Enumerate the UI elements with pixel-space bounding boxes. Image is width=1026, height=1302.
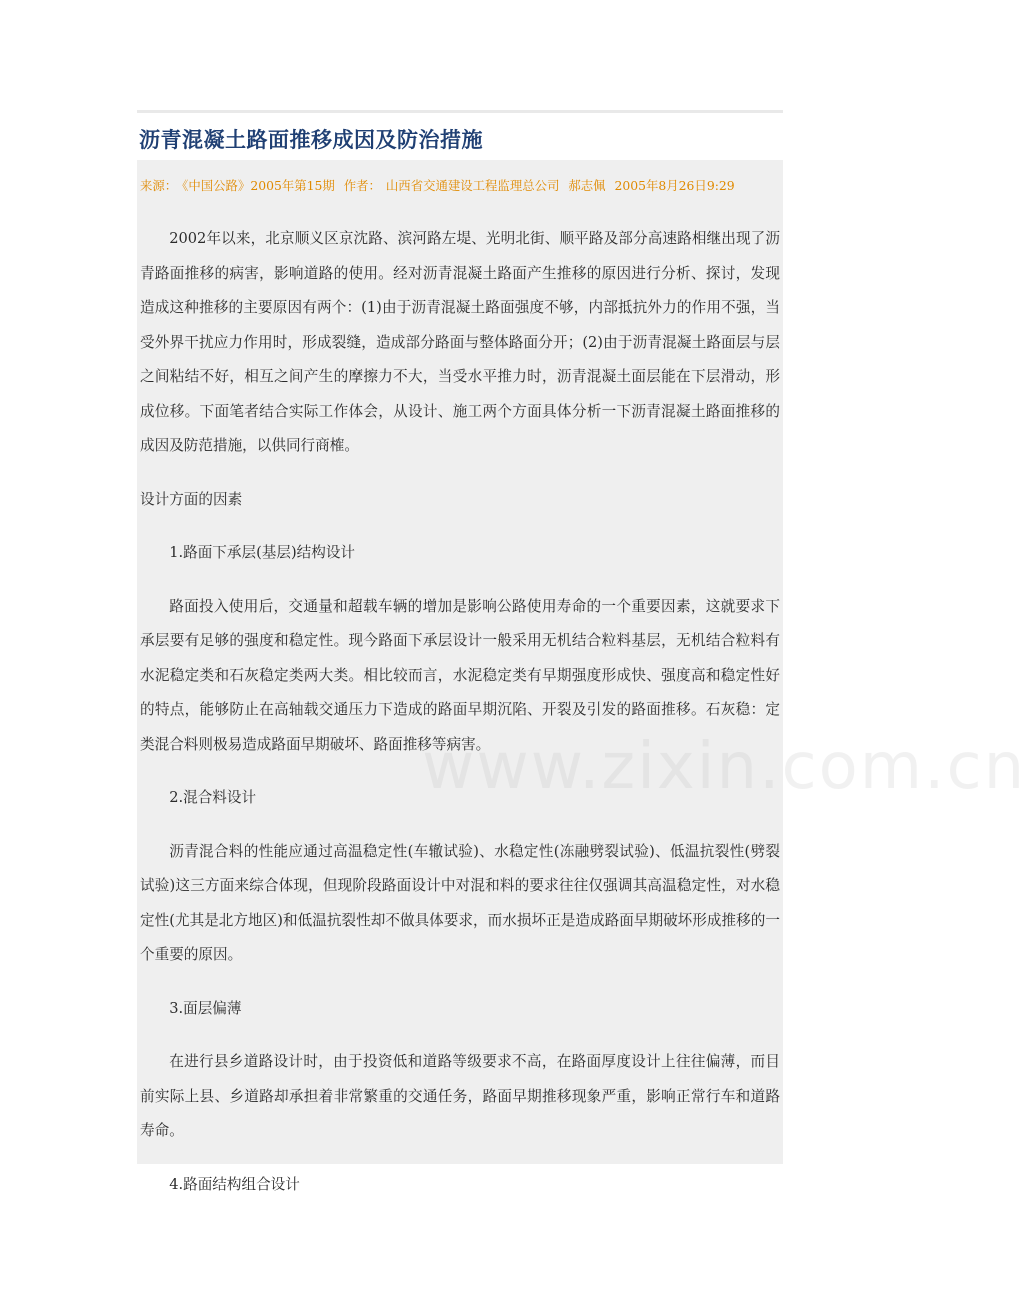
- author-name: 郝志佩: [568, 178, 606, 193]
- author-label: 作者：: [343, 178, 381, 193]
- subheading-thin-surface: 3.面层偏薄: [169, 999, 242, 1017]
- publish-date: 2005年8月26日9:29: [614, 178, 735, 193]
- paragraph-base-structure: 路面投入使用后，交通量和超载车辆的增加是影响公路使用寿命的一个重要因素，这就要求下承层要有足够的强度和稳定性。现今路面下承层设计一般采用无机结合粒料基层，无机结合粒料有水泥稳定类和石灰稳定类两大类。相比较而言，水泥稳定类有早期强度形成快、强度高和稳定性好的特点，能够防止在高轴载交通压力下造成的路面早期沉陷、开裂及引发的路面推移。石灰稳：定类混合料则极易造成路面早期破坏、路面推移等病害。: [140, 597, 780, 753]
- subheading-mix-design: 2.混合料设计: [169, 789, 257, 806]
- paragraph-thin-surface: 在进行县乡道路设计时，由于投资低和道路等级要求不高，在路面厚度设计上往往偏薄，而目前实际上县、乡道路却承担着非常繁重的交通任务，路面早期推移现象严重，影响正常行车和道路寿命。: [140, 1053, 780, 1139]
- author-organization: 山西省交通建设工程监理总公司: [385, 178, 560, 193]
- watermark: www.zixin.com.cn: [422, 730, 1026, 804]
- section-heading-design: 设计方面的因素: [140, 490, 243, 508]
- source-publication: 《中国公路》2005年第15期: [182, 178, 335, 193]
- article-body: [140, 222, 780, 1221]
- article-title: 沥青混凝土路面推移成因及防治措施: [139, 127, 483, 152]
- paragraph-intro: 2002年以来，北京顺义区京沈路、滨河路左堤、光明北街、顺平路及部分高速路相继出现了沥青路面推移的病害，影响道路的使用。经对沥青混凝土路面产生推移的原因进行分析、探讨，发现造成这种推移的主要原因有两个：(1)由于沥青混凝土路面强度不够，内部抵抗外力的作用不强，当受外界干扰应力作用时，形成裂缝，造成部分路面与整体路面分开；(2)由于沥青混凝土路面层与层之间粘结不好，相互之间产生的摩擦力不大，当受水平推力时，沥青混凝土面层能在下层滑动，形成位移。下面笔者结合实际工作体会，从设计、施工两个方面具体分析一下沥青混凝土路面推移的成因及防范措施，以供同行商榷。: [140, 230, 780, 454]
- top-divider: [137, 110, 783, 113]
- article-content: [137, 160, 1026, 1193]
- source-label: 来源：: [140, 178, 178, 193]
- subheading-base-structure: 1.路面下承层(基层)结构设计: [169, 544, 356, 561]
- paragraph-mix-design: 沥青混合料的性能应通过高温稳定性(车辙试验)、水稳定性(冻融劈裂试验)、低温抗裂性(劈裂试验)这三方面来综合体现，但现阶段路面设计中对混和料的要求往往仅强调其高温稳定性，对水稳定性(尤其是北方地区)和低温抗裂性却不做具体要求，而水损坏正是造成路面早期破坏形成推移的一个重要的原因。: [140, 842, 780, 963]
- article-source-line: [140, 176, 840, 194]
- subheading-structure-combination: 4.路面结构组合设计: [169, 1175, 300, 1193]
